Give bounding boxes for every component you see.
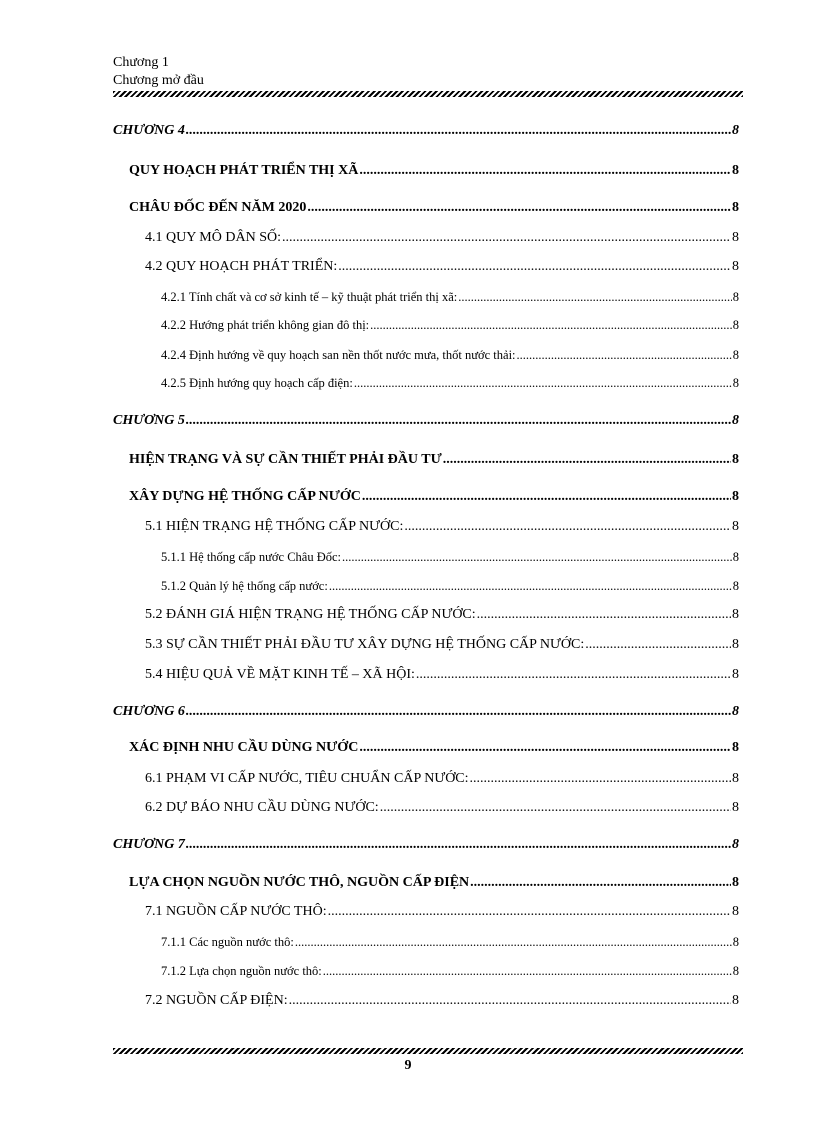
- toc-entry-subsubsection[interactable]: 4.2.5 Định hướng quy hoạch cấp điện: ..... 8: [161, 374, 739, 392]
- toc-leader: [359, 162, 731, 180]
- toc-entry-subsection[interactable]: 5.4 HIỆU QUẢ VỀ MẶT KINH TẾ – XÃ HỘI: ..... 8: [145, 666, 739, 684]
- toc-entry-section[interactable]: XÂY DỰNG HỆ THỐNG CẤP NƯỚC ..... 8: [129, 488, 739, 506]
- toc-entry-chapter-4[interactable]: CHƯƠNG 4 ..... 8: [113, 122, 739, 140]
- toc-leader: [289, 992, 731, 1010]
- toc-leader: [328, 903, 731, 921]
- toc-entry-subsection[interactable]: 5.2 ĐÁNH GIÁ HIỆN TRẠNG HỆ THỐNG CẤP NƯỚC: ..... 8: [145, 606, 739, 624]
- header-chapter: Chương 1: [113, 55, 169, 70]
- toc-entry-subsubsection[interactable]: 4.2.1 Tính chất và cơ sở kinh tế – kỹ thuật phát triển thị xã: ..... 8: [161, 288, 739, 306]
- toc-leader: [295, 933, 732, 951]
- footer-rule: [113, 1048, 743, 1054]
- toc-leader: [338, 258, 731, 276]
- toc-leader: [323, 962, 732, 980]
- toc-leader: [370, 316, 732, 334]
- toc-entry-section[interactable]: XÁC ĐỊNH NHU CẦU DÙNG NƯỚC ..... 8: [129, 739, 739, 757]
- toc-entry-subsubsection[interactable]: 4.2.2 Hướng phát triển không gian đô thị: ..... 8: [161, 316, 739, 334]
- toc-entry-subsubsection[interactable]: 5.1.1 Hệ thống cấp nước Châu Đốc: ..... 8: [161, 548, 739, 566]
- toc-leader: [585, 636, 731, 654]
- toc-leader: [470, 874, 731, 892]
- toc-leader: [186, 703, 731, 721]
- toc-entry-subsection[interactable]: 5.3 SỰ CẦN THIẾT PHẢI ĐẦU TƯ XÂY DỰNG HỆ THỐNG CẤP NƯỚC: ..... 8: [145, 636, 739, 654]
- toc-entry-subsection[interactable]: 7.2 NGUỒN CẤP ĐIỆN: ..... 8: [145, 992, 739, 1010]
- toc-leader: [517, 346, 732, 364]
- page-number: 9: [404, 1058, 412, 1073]
- toc-entry-section[interactable]: HIỆN TRẠNG VÀ SỰ CẦN THIẾT PHẢI ĐẦU TƯ ..... 8: [129, 451, 739, 469]
- header-chapter-title: Chương mở đầu: [113, 73, 204, 88]
- toc-leader: [186, 412, 731, 430]
- toc-entry-section[interactable]: QUY HOẠCH PHÁT TRIỂN THỊ XÃ ..... 8: [129, 162, 739, 180]
- toc-leader: [458, 288, 731, 306]
- toc-leader: [477, 606, 731, 624]
- toc-leader: [354, 374, 732, 392]
- toc-leader: [443, 451, 731, 469]
- toc-entry-chapter-7[interactable]: CHƯƠNG 7 ..... 8: [113, 836, 739, 854]
- toc-leader: [282, 229, 731, 247]
- toc-entry-subsubsection[interactable]: 4.2.4 Định hướng về quy hoạch san nền thốt nước mưa, thốt nước thải: ..... 8: [161, 346, 739, 364]
- toc-entry-subsubsection[interactable]: 7.1.2 Lựa chọn nguồn nước thô: ..... 8: [161, 962, 739, 980]
- toc-entry-section[interactable]: CHÂU ĐỐC ĐẾN NĂM 2020 ..... 8: [129, 199, 739, 217]
- toc-leader: [186, 836, 731, 854]
- toc-leader: [470, 770, 731, 788]
- toc-entry-subsubsection[interactable]: 7.1.1 Các nguồn nước thô: ..... 8: [161, 933, 739, 951]
- toc-entry-subsection[interactable]: 4.1 QUY MÔ DÂN SỐ: ..... 8: [145, 229, 739, 247]
- toc-leader: [404, 518, 731, 536]
- toc-entry-subsubsection[interactable]: 5.1.2 Quản lý hệ thống cấp nước: ..... 8: [161, 577, 739, 595]
- toc-entry-subsection[interactable]: 4.2 QUY HOẠCH PHÁT TRIỂN: ..... 8: [145, 258, 739, 276]
- toc-entry-chapter-6[interactable]: CHƯƠNG 6 ..... 8: [113, 703, 739, 721]
- toc-entry-section[interactable]: LỰA CHỌN NGUỒN NƯỚC THÔ, NGUỒN CẤP ĐIỆN ..... 8: [129, 874, 739, 892]
- toc-entry-chapter-5[interactable]: CHƯƠNG 5 ..... 8: [113, 412, 739, 430]
- toc-entry-subsection[interactable]: 6.2 DỰ BÁO NHU CẦU DÙNG NƯỚC: ..... 8: [145, 799, 739, 817]
- toc-entry-subsection[interactable]: 5.1 HIỆN TRẠNG HỆ THỐNG CẤP NƯỚC: ..... 8: [145, 518, 739, 536]
- toc-leader: [186, 122, 731, 140]
- toc-leader: [342, 548, 732, 566]
- toc-entry-subsection[interactable]: 7.1 NGUỒN CẤP NƯỚC THÔ: ..... 8: [145, 903, 739, 921]
- toc-entry-subsection[interactable]: 6.1 PHẠM VI CẤP NƯỚC, TIÊU CHUẨN CẤP NƯỚC: ..... 8: [145, 770, 739, 788]
- toc-leader: [362, 488, 731, 506]
- toc-leader: [307, 199, 731, 217]
- toc-leader: [416, 666, 731, 684]
- toc-leader: [359, 739, 731, 757]
- toc-leader: [380, 799, 731, 817]
- toc-leader: [329, 577, 732, 595]
